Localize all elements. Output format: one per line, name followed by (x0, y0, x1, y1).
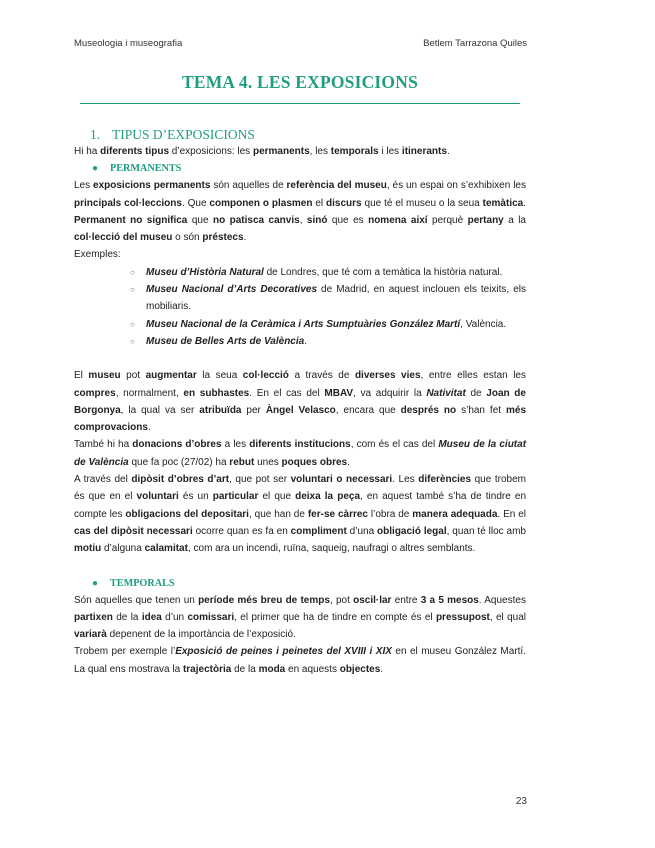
text: d’alguna (101, 543, 145, 555)
permanents-paragraph-1 (74, 177, 526, 246)
bold-text: temàtica (482, 197, 524, 209)
text: de (465, 387, 487, 399)
intro-paragraph (74, 143, 526, 160)
permanents-paragraph-2 (74, 367, 526, 436)
bold-text: poques obres (281, 456, 348, 468)
text: perquè (427, 214, 468, 226)
text: , la qual va ser (120, 404, 200, 416)
bold-text: itinerants (401, 146, 447, 157)
text: També hi ha (74, 439, 133, 451)
bold-text: museu (88, 370, 121, 382)
text: en aquests (285, 663, 340, 675)
bold-text: comissari (187, 611, 235, 623)
museum-name: Museu de Belles Arts de València (146, 335, 305, 347)
text: . (304, 335, 307, 347)
bold-text: compres (74, 387, 116, 399)
text: Hi ha (74, 146, 101, 157)
text: de la (112, 611, 142, 623)
text: o són (172, 232, 203, 244)
temporals-paragraph-2 (74, 643, 526, 678)
text: el que (258, 491, 296, 503)
circle-bullet-icon: ○ (130, 267, 135, 277)
bold-text: no patisca canvis (212, 214, 300, 226)
circle-bullet-icon: ○ (130, 336, 135, 346)
section-heading (74, 126, 526, 143)
bold-text: préstecs (202, 232, 244, 244)
examples-label: Exemples: (74, 249, 121, 261)
bold-text: període més breu de temps (198, 594, 330, 606)
bold-text: MBAV (324, 387, 354, 399)
text: que fa poc (27/02) ha (128, 456, 230, 468)
bold-text: obligació legal (377, 525, 447, 537)
bold-text: col·lecció del museu (74, 232, 173, 244)
text: , entre elles estan les (420, 370, 526, 382)
bold-text: compliment (290, 525, 347, 537)
text: , va adquirir la (353, 387, 427, 399)
bold-text: col·lecció (242, 370, 289, 382)
section-label: TIPUS D’EXPOSICIONS (112, 127, 255, 142)
text: , el primer que ha de tindre en compte és el (234, 611, 436, 623)
bold-italic-text: Nativitat (426, 387, 466, 399)
text: que trobem és que en el (74, 474, 526, 503)
text: ocorre quan es fa en (192, 525, 291, 537)
section-number: 1. (90, 127, 101, 142)
text: , el qual (489, 611, 527, 623)
bold-text: calamitat (144, 543, 188, 555)
list-item (130, 264, 526, 281)
text: . Les (392, 474, 419, 486)
text: , encara que (335, 404, 401, 416)
bold-text: pressupost (435, 611, 490, 623)
subheading-temporals (74, 575, 526, 592)
bold-text: temporals (330, 146, 379, 157)
circle-bullet-icon: ○ (130, 319, 135, 329)
bold-text: augmentar (145, 370, 197, 382)
bold-italic-text: Museu de la ciutat de València (74, 439, 527, 468)
text: a través de (288, 370, 355, 382)
list-item (130, 316, 526, 333)
bold-text: més comprovacions (74, 404, 526, 434)
bold-text: diferents institucions (249, 439, 351, 451)
museum-name: Museu Nacional de la Ceràmica i Arts Sumptuàries González Martí (146, 318, 461, 330)
bold-text: Permanent no significa (74, 214, 188, 226)
bold-text: dipòsit d’obres d’art (131, 474, 230, 486)
page-title: TEMA 4. LES EXPOSICIONS (181, 72, 419, 92)
bold-text: idea (141, 611, 162, 623)
text: . En el (497, 508, 527, 520)
text: . (523, 197, 526, 209)
text: . (446, 146, 450, 157)
text: a les (221, 439, 250, 451)
permanents-paragraph-3 (74, 436, 526, 471)
text: , com és el cas del (350, 439, 439, 451)
text: Trobem per exemple l’ (74, 646, 176, 658)
text: , quan té lloc amb (446, 525, 526, 537)
permanents-paragraph-4 (74, 471, 526, 557)
bold-text: en subhastes (183, 387, 250, 399)
bold-text: nomena així (368, 214, 428, 226)
text: d’un (161, 611, 188, 623)
text: , València. (460, 318, 507, 330)
text: la seua (196, 370, 243, 382)
text: i les (378, 146, 402, 157)
bold-text: 3 a 5 mesos (420, 594, 479, 606)
bold-text: atribuïda (199, 404, 242, 416)
bold-text: permanents (252, 146, 310, 157)
subheading-permanents (74, 160, 526, 177)
text: que (187, 214, 213, 226)
text: depenent de la importància de l’exposició. (106, 629, 296, 641)
text: , és un espai on s’exhibixen les (386, 180, 526, 192)
bold-text: partixen (74, 611, 113, 623)
bold-text: després no (400, 404, 457, 416)
text: , pot (329, 594, 354, 606)
bold-text: voluntari o necessari (290, 474, 393, 486)
bold-italic-text: Exposició de peines i peinetes del XVIII i XIX (175, 646, 392, 658)
bold-text: particular (212, 491, 259, 503)
circle-bullet-icon: ○ (130, 285, 135, 295)
bold-text: componen o plasmen (209, 197, 313, 209)
spacer (74, 350, 526, 367)
bold-text: obligacions del depositari (125, 508, 249, 520)
text: . (243, 232, 247, 244)
text: el (312, 197, 327, 209)
text: l’obra de (368, 508, 413, 520)
list-item (130, 281, 526, 316)
text: entre (391, 594, 421, 606)
bold-text: referència del museu (286, 180, 387, 192)
bold-text: discurs (326, 197, 362, 209)
text: . Aquestes (478, 594, 526, 606)
text: , les (309, 146, 331, 157)
page-number: 23 (515, 796, 527, 807)
text: en el museu González Martí. La qual ens mostrava la (74, 646, 526, 675)
text: d’exposicions: les (169, 146, 253, 157)
text: , que han de (248, 508, 308, 520)
text: que té el museu o la seua (361, 197, 483, 209)
bullet-icon: ● (92, 577, 99, 589)
text: , com ara un incendi, ruïna, saqueig, naufragi o altres semblants. (187, 543, 476, 555)
title-divider (80, 103, 520, 104)
text: de Londres, que té com a temàtica la història natural. (263, 266, 503, 278)
text: El (74, 370, 89, 382)
bullet-icon: ● (92, 163, 99, 175)
spacer (74, 558, 526, 575)
bold-text: exposicions permanents (93, 180, 211, 192)
bold-text: principals col·leccions (74, 197, 182, 209)
list-item (130, 333, 526, 350)
text: . En el cas del (249, 387, 325, 399)
text: A través del (74, 474, 132, 486)
museum-name: Museu Nacional d’Arts Decoratives (146, 284, 318, 296)
text: , en aquest també s’ha de tindre en compte les (74, 491, 527, 520)
bold-text: pertany (467, 214, 504, 226)
text: Són aquelles que tenen un (74, 594, 199, 606)
text: unes (254, 456, 282, 468)
bold-text: fer-se càrrec (307, 508, 368, 520)
text: . (347, 456, 350, 468)
bold-text: diferències (418, 474, 472, 486)
bold-text: oscil·lar (353, 594, 392, 606)
bold-text: moda (258, 663, 286, 675)
bold-text: deixa la peça (295, 491, 361, 503)
text: a la (503, 214, 526, 226)
bold-text: donacions d’obres (132, 439, 222, 451)
text: . Que (181, 197, 210, 209)
bold-text: motiu (74, 543, 102, 555)
text: d’una (346, 525, 378, 537)
text: són aquelles de (210, 180, 287, 192)
text: de Madrid, en aquest inclouen els teixits, els mobiliaris. (146, 284, 527, 313)
bold-text: Joan de Borgonya (74, 387, 526, 416)
bold-text: trajectòria (182, 663, 232, 675)
document-body (74, 126, 526, 678)
text: , (299, 214, 307, 226)
museum-name: Museu d’Història Natural (146, 266, 264, 278)
text: . (380, 663, 384, 675)
bold-text: variarà (74, 629, 107, 641)
text: per (241, 404, 266, 416)
text: , normalment, (115, 387, 184, 399)
text: és un (178, 491, 213, 503)
text: que es (327, 214, 369, 226)
bold-text: cas del dipòsit necessari (74, 525, 193, 537)
text: , que pot ser (229, 474, 291, 486)
temporals-paragraph-1 (74, 592, 526, 644)
text: de la (231, 663, 259, 675)
text: Les (74, 180, 94, 192)
examples-list (74, 264, 526, 350)
bold-text: diferents tipus (100, 146, 170, 157)
bold-text: diverses vies (354, 370, 421, 382)
bold-text: manera adequada (412, 508, 498, 520)
bold-text: sinó (306, 214, 328, 226)
bold-text: Àngel Velasco (265, 404, 336, 416)
bold-text: objectes (339, 663, 381, 675)
text: pot (120, 370, 146, 382)
text: . (147, 422, 151, 434)
bold-text: rebut (229, 456, 255, 468)
header-author: Betlem Tarrazona Quiles (423, 38, 527, 49)
text: s’han fet (456, 404, 506, 416)
subheading-label: TEMPORALS (110, 577, 175, 589)
header-course: Museologia i museografia (74, 38, 183, 49)
subheading-label: PERMANENTS (110, 163, 182, 175)
bold-text: voluntari (136, 491, 179, 503)
